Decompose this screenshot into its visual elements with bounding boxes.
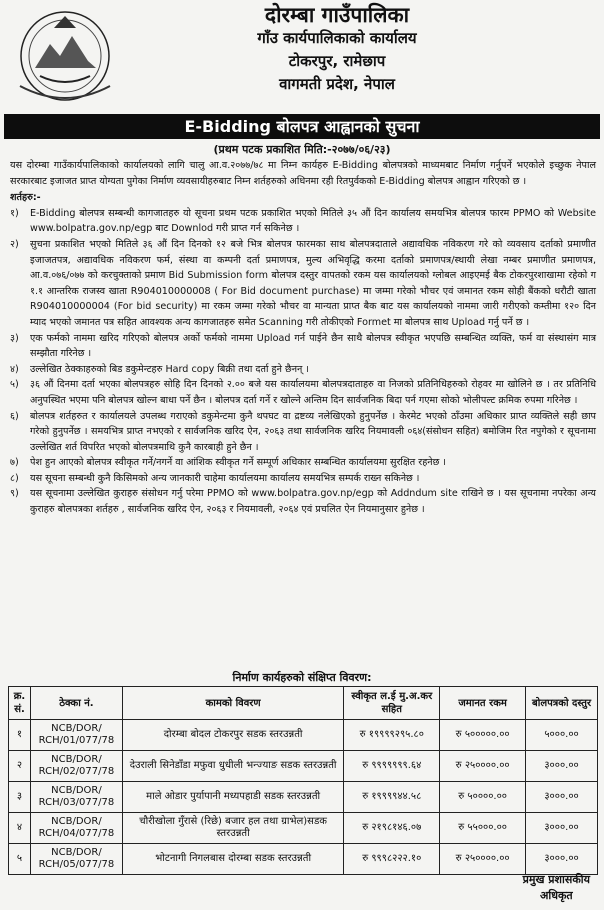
- condition-text: बोलपत्र शर्तहरुत र कार्यालयले उपलब्ध गराएको डकुमेन्टमा कुनै थपघट वा द्रष्टव्य नलेखिएको हुनुपर्नेछ । केरमेट भएको ठाँउमा अधिकार प्राप्त व्यक्तिले सही छाप गरेको हुनुपर्नेछ । समयभित्र प्राप्त नभएको र सार्वजनिक खरिद ऐन, २०६३ तथा सार्वजनिक खरिद नियमावली ०६४(संसोधन सहित) बमोजिम रित नपुगेको र सूचनामा उल्लेखित शर्त विपरित भएको बोलपत्रमाथि कुनै कारबाही हुने छैन ।: [30, 410, 596, 453]
- condition-item: [10, 237, 596, 331]
- cell-contract: NCB/DOR/ RCH/04/077/78: [30, 813, 122, 844]
- table-row: [9, 813, 598, 844]
- condition-text: ३६ औं दिनमा दर्ता भएका बोलपत्रहरु सोहि दिन दिनको २.०० बजे यस कार्यालयमा बोलपत्रदाताहरु वा निजको प्रतिनिधिहरुको रोहवर मा खोलिने छ । तर प्रतिनिधि अनुपस्थित भएमा पनि बोलपत्र खोल्न बाधा पर्ने छैन । बोलपत्र दर्ता गर्ने र खोल्ने अन्तिम दिन सार्वजनिक बिदा पर्न गएमा सोको भोलीपल्ट क्रमिक रुपमा गरिनेछ ।: [30, 379, 596, 406]
- col-header-description: कामको विवरण: [122, 687, 343, 720]
- municipality-name: दोरम्बा गाउँपालिका: [264, 3, 410, 27]
- condition-item: [10, 455, 596, 471]
- cell-description: चौरीखोला गुँरासे (रिछे) बजार हल तथा ग्राभेल)सडक स्तरउन्नती: [122, 813, 343, 844]
- notice-title: E-Bidding बोलपत्र आह्वानको सुचना: [4, 114, 600, 139]
- condition-number: ७): [10, 457, 19, 469]
- condition-number: २): [10, 238, 19, 250]
- condition-item: [10, 206, 596, 237]
- table-row: [9, 720, 598, 751]
- cell-sn: ३: [9, 782, 31, 813]
- col-header-fee: बोलपत्रको दस्तुर: [526, 687, 598, 720]
- signatory-title: प्रमुख प्रशासकीय: [522, 873, 590, 886]
- cell-security: रु २५००००.००: [440, 751, 526, 782]
- condition-item: [10, 486, 596, 517]
- condition-text: पेश हुन आएको बोलपत्र स्वीकृत गर्ने/नगर्ने वा आंशिक स्वीकृत गर्ने सम्पूर्ण अधिकार सम्बन्धित कार्यालयमा सुरक्षित रहनेछ ।: [30, 457, 447, 469]
- condition-item: [10, 409, 596, 456]
- condition-text: सुचना प्रकाशित भएको मितिले ३६ औं दिन दिनको १२ बजे भित्र बोलपत्र फारमका साथ बोलपत्रदाताले अद्यावधिक नविकरण गरे को व्यवसाय दर्ताको प्रमाणीत इजाजतपत्र, अद्यावधिक नविकरण फर्म, संस्था वा कम्पनी दर्ता प्रमाणपत्र, मुल्य अभिवृद्धि करमा दर्ताको प्रमाणपत्र/स्थायी लेखा नम्बर प्रमाणीत प्रमाणपत्र, आ.व.०७६/०७७ को करचुक्ताको प्रमाण Bid Submission form बोलपत्र दस्तुर वापतको रकम यस कार्यालयको ग्लोबल आइएमई बैक टोकरपुरशाखामा रहेको ग १.१ आन्तरिक राजस्व खाता R904010000008 ( For Bid document purchase) मा जम्मा गरेको भौचर एवं जमानत रकम सोही बैंकको धरौटी खाता R904010000004 (For bid security) मा रकम जम्मा गरेको भौचर वा मान्यता प्राप्त बैक बाट यस कार्यालयको नाममा जारी गरीएको कम्तीमा १२० दिन म्याद भएको जमानत पत्र सहित आवश्यक अन्य कागजातहरु समेत Scanning गरी तोकीएको Formet मा बोलपत्र साथ Upload गर्नु पर्ने छ ।: [30, 238, 596, 328]
- cell-sn: २: [9, 751, 31, 782]
- province-name: वागमती प्रदेश, नेपाल: [279, 75, 395, 93]
- nepal-emblem-icon: [10, 6, 120, 106]
- condition-text: उल्लेखित ठेक्काहरुको बिड डकुमेन्टहरु Hard copy बिक्री तथा दर्ता हुने छैनन् ।: [30, 363, 310, 375]
- cell-estimate: रु ९९९९९९९.६४: [344, 751, 440, 782]
- signatory: [523, 872, 590, 904]
- cell-estimate: रु १९९९९२९५.८०: [344, 720, 440, 751]
- col-header-contract: ठेक्का नं.: [30, 687, 122, 720]
- col-header-sn: क्र. सं.: [9, 687, 31, 720]
- cell-description: भोटनागी निगलबास दोरम्बा सडक स्तरउन्नती: [122, 844, 343, 875]
- table-title: निर्माण कार्यहरुको संक्षिप्त विवरण:: [232, 671, 372, 684]
- notice-body: [10, 158, 596, 518]
- cell-estimate: रु ९९९८२२२.१०: [344, 844, 440, 875]
- signatory-role: अधिकृत: [539, 889, 573, 902]
- table-row: [9, 844, 598, 875]
- condition-number: ५): [10, 379, 19, 391]
- terms-heading: शर्तहरु:-: [10, 192, 41, 204]
- cell-sn: ४: [9, 813, 31, 844]
- col-header-security: जमानत रकम: [440, 687, 526, 720]
- condition-text: एक फर्मको नाममा खरिद गरिएको बोलपत्र अर्को फर्मको नाममा Upload गर्न पाईने छैन साथै बोलपत्र स्वीकृत भएपछि सम्बन्धित व्यक्ति, फर्म वा संस्थासंग मात्र सम्झौता गरिनेछ ।: [30, 332, 596, 360]
- cell-contract: NCB/DOR/ RCH/03/077/78: [30, 782, 122, 813]
- condition-number: ९): [10, 488, 19, 500]
- condition-number: ३): [10, 332, 19, 344]
- condition-number: १): [10, 207, 19, 219]
- table-row: [9, 751, 598, 782]
- cell-security: रु ५०००००.००: [440, 720, 526, 751]
- cell-contract: NCB/DOR/ RCH/01/077/78: [30, 720, 122, 751]
- cell-sn: १: [9, 720, 31, 751]
- condition-text: यस सूचना सम्बन्धी कुनै किसिमको अन्य जानकारी चाहेमा कार्यालयमा कार्यालय समयभित्र सम्पर्क राख्न सकिनेछ ।: [30, 472, 420, 484]
- condition-text: E-Bidding बोलपत्र सम्बन्धी कागजातहरु यो सूचना प्रथम पटक प्रकाशित भएको मितिले ३५ औं दिन कार्यालय समयभित्र बोलपत्र फारम PPMO को Website www.bolpatra.gov.np/egp बाट Downlod गरी प्राप्त गर्न सकिनेछ ।: [30, 207, 596, 235]
- cell-fee: ३०००.००: [526, 782, 598, 813]
- cell-contract: NCB/DOR/ RCH/02/077/78: [30, 751, 122, 782]
- condition-number: ६): [10, 410, 19, 422]
- cell-description: माले ओडार पुर्यापानी मध्यपहाडी सडक स्तरउन्नती: [122, 782, 343, 813]
- condition-number: ८): [10, 472, 19, 484]
- condition-item: [10, 362, 596, 378]
- cell-fee: ३०००.००: [526, 844, 598, 875]
- cell-sn: ५: [9, 844, 31, 875]
- office-address: टोकरपुर, रामेछाप: [288, 52, 386, 70]
- condition-item: [10, 377, 596, 408]
- cell-security: रु २५००००.००: [440, 844, 526, 875]
- condition-item: [10, 331, 596, 362]
- table-row: [9, 782, 598, 813]
- cell-description: देउराली सिनेडाँडा मफुवा धुधीली भन्ज्याङ सडक स्तरउन्नती: [122, 751, 343, 782]
- conditions-list: [10, 206, 596, 518]
- intro-paragraph: यस दोरम्बा गाउँकार्यपालिकाको कार्यालयको लागि चालु आ.व.२०७७/७८ मा निम्न कार्यहरु E-Bidding बोलपत्रको माध्यमबाट निर्माण गर्नुपर्ने भएकोले इच्छुक नेपाल सरकारबाट इजाजत प्राप्त योग्यता पुगेका निर्माण व्यवसायीहरुबाट निम्न शर्तहरुको अधिनमा रही रितपुर्वकको E-Bidding बोलपत्र आह्वान गरिएको छ ।: [10, 160, 596, 187]
- notice-header: [0, 0, 604, 112]
- cell-estimate: रु १९९९९४४.५८: [344, 782, 440, 813]
- cell-description: दोरम्बा बोदल टोकरपुर सडक स्तरउन्नती: [122, 720, 343, 751]
- col-header-estimate: स्वीकृत ल.ई मु.अ.कर सहित: [344, 687, 440, 720]
- cell-security: रु ५५०००.००: [440, 813, 526, 844]
- table-header-row: [9, 687, 598, 720]
- office-name: गाँउ कार्यपालिकाको कार्यालय: [257, 29, 417, 47]
- condition-item: [10, 471, 596, 487]
- cell-fee: ३०००.००: [526, 813, 598, 844]
- cell-fee: ३०००.००: [526, 751, 598, 782]
- condition-text: यस सूचनामा उल्लेखित कुराहरु संसोधन गर्नु परेमा PPMO को www.bolpatra.gov.np/egp को Addndum site राखिने छ । यस सूचनामा नपरेका अन्य कुराहरु बोलपत्रका शर्तहरु , सार्वजनिक खरिद ऐन, २०६३ र नियमावली, २०६४ एवं प्रचलित ऐन नियमानुसार हुनेछ ।: [30, 488, 596, 516]
- publish-date: (प्रथम पटक प्रकाशित मिति:-२०७७/०६/२३): [213, 143, 391, 156]
- cell-security: रु ५००००.००: [440, 782, 526, 813]
- works-table: [8, 686, 598, 875]
- condition-number: ४): [10, 363, 19, 375]
- cell-fee: ५०००.००: [526, 720, 598, 751]
- cell-contract: NCB/DOR/ RCH/05/077/78: [30, 844, 122, 875]
- cell-estimate: रु २१९८१४६.०७: [344, 813, 440, 844]
